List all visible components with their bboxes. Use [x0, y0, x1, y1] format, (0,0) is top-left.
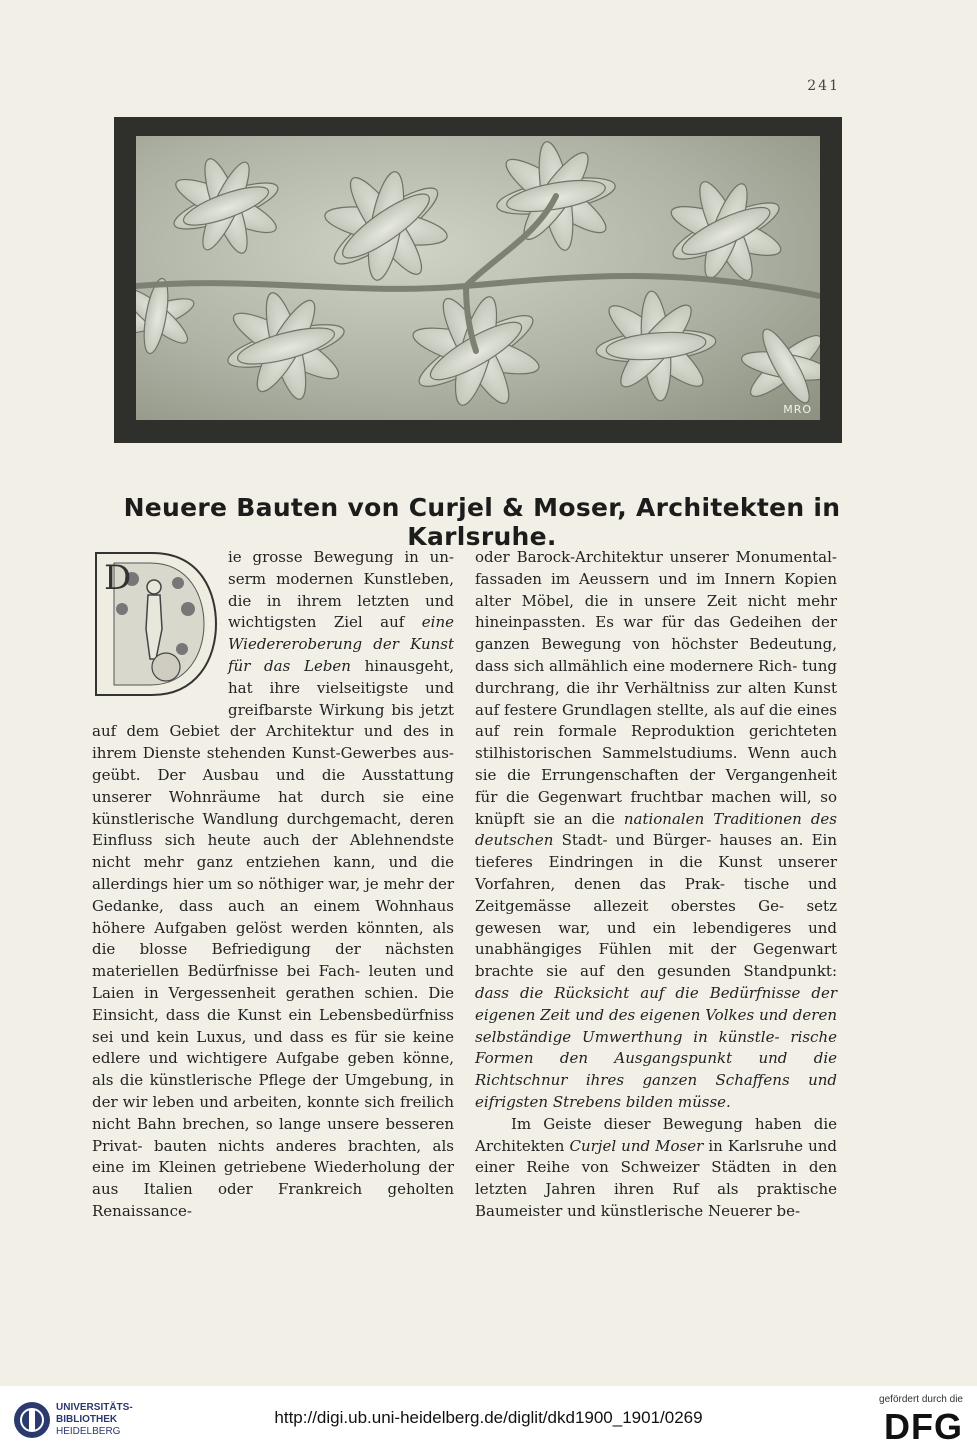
- article-title: Neuere Bauten von Curjel & Moser, Architekten in Karlsruhe.: [123, 493, 841, 551]
- monogram-signature: MRO: [783, 403, 812, 416]
- emphasis-text: Curjel und Moser: [569, 1136, 704, 1155]
- library-name-line-2: BIBLIOTHEK: [56, 1414, 118, 1425]
- body-text: ie grosse Bewegung in un- serm modernen Kunstleben, die in ihrem letzten und wichtigsten Ziel auf: [228, 548, 454, 632]
- decorative-initial-d: [92, 549, 220, 699]
- emphasis-text: dass die Rücksicht auf die Bedürfnisse der eigenen Zeit und des eigenen Volkes und deren selbständige Umwerthung in künstle- rische Formen den Ausgangspunkt und die Richtschnur ihres ganzen Schaffens und eifrigsten Strebens bilden müsse.: [475, 983, 837, 1111]
- left-column: [92, 547, 454, 1223]
- emphasis-text: eine Wiedereroberung der Kunst für das Leben: [228, 613, 454, 675]
- university-seal-icon: [12, 1400, 52, 1440]
- dropcap-illustration: [92, 549, 220, 699]
- footer-bar: [0, 1386, 977, 1454]
- emphasis-text: nationalen Traditionen des deutschen: [475, 809, 837, 850]
- library-name-line-3: HEIDELBERG: [56, 1426, 121, 1437]
- leaf-relief-drawing: [136, 136, 820, 420]
- body-text: hinausgeht, hat ihre vielseitigste und greifbarste Wirkung bis jetzt auf dem Gebiet der Architektur und des in ihrem Dienste stehenden Kunst-Gewerbes aus- geübt. Der Ausbau und die Ausstattung unserer Wohnräume hat durch sie eine künstlerische Wandlung durchgemacht, deren Einfluss sich heute auch der Ablehnendste nicht mehr ganz entziehen kann, und die allerdings hier um so nöthiger war, je mehr der Gedanke, dass auch an einem Wohnhaus höhere Aufgaben gelöst werden könnten, als die blosse Befriedigung der nächsten materiellen Bedürfnisse bei Fach- leuten und Laien in Vergessenheit gerathen schien. Die Einsicht, dass die Kunst ein Lebensbedürfniss sei und kein Luxus, und dass es für sie keine edlere und wichtigere Aufgabe geben könne, als die künstlerische Pflege der Umgebung, in der wir leben und arbeiten, konnte sich freilich nicht Bahn brechen, so lange unsere besseren Privat- bauten nichts anderes brachten, als eine im Kleinen getriebene Wiederholung der aus Italien oder Frankreich geholten Renaissance-: [92, 656, 455, 1220]
- body-text: Stadt- und Bürger- hauses an. Ein tieferes Eindringen in die Kunst unserer Vorfahren, denen das Prak- tische und Zeitgemässe allezeit oberstes Ge- setz gewesen war, und ein lebendigeres und unabhängiges Fühlen mit der Gegenwart brachte sie auf den gesunden Standpunkt:: [475, 831, 837, 981]
- permalink[interactable]: http://digi.ub.uni-heidelberg.de/diglit/dkd1900_1901/0269: [274, 1408, 703, 1427]
- library-name-line-1: UNIVERSITÄTS-: [56, 1402, 133, 1413]
- body-text: Im Geiste dieser Bewegung haben die Architekten: [475, 1114, 837, 1155]
- right-column: [475, 547, 837, 1223]
- page-number: 241: [807, 78, 840, 94]
- dfg-logo: DFG: [884, 1406, 963, 1447]
- paragraph-1-continued: [475, 547, 837, 1114]
- dropcap-letter: D: [104, 558, 132, 598]
- library-name: [56, 1402, 133, 1438]
- body-text: in Karlsruhe und einer Reihe von Schweizer Städten in den letzten Jahren ihren Ruf als praktische Baumeister und künstlerische Neuerer be-: [475, 1136, 837, 1220]
- chestnut-leaf-relief: [136, 136, 820, 420]
- funded-by-label: gefördert durch die: [879, 1394, 963, 1405]
- relief-plate-image: [114, 117, 842, 443]
- body-text: oder Barock-Architektur unserer Monumental- fassaden im Aeussern und im Innern Kopien alter Möbel, die in unsere Zeit nicht mehr hineinpassten. Es war für das Gedeihen der ganzen Bewegung von höchster Bedeutung, dass sich allmählich eine modernere Rich- tung durchrang, die ihr Verhältniss zur alten Kunst auf festere Grundlagen stellte, als auf die eines auf rein formale Reproduktion gerichteten stilhistorischen Sammelstudiums. Wenn auch sie die Errungenschaften der Vergangenheit für die Gegenwart fruchtbar machen will, so knüpft sie an die: [475, 548, 837, 828]
- paragraph-2: [475, 1114, 837, 1223]
